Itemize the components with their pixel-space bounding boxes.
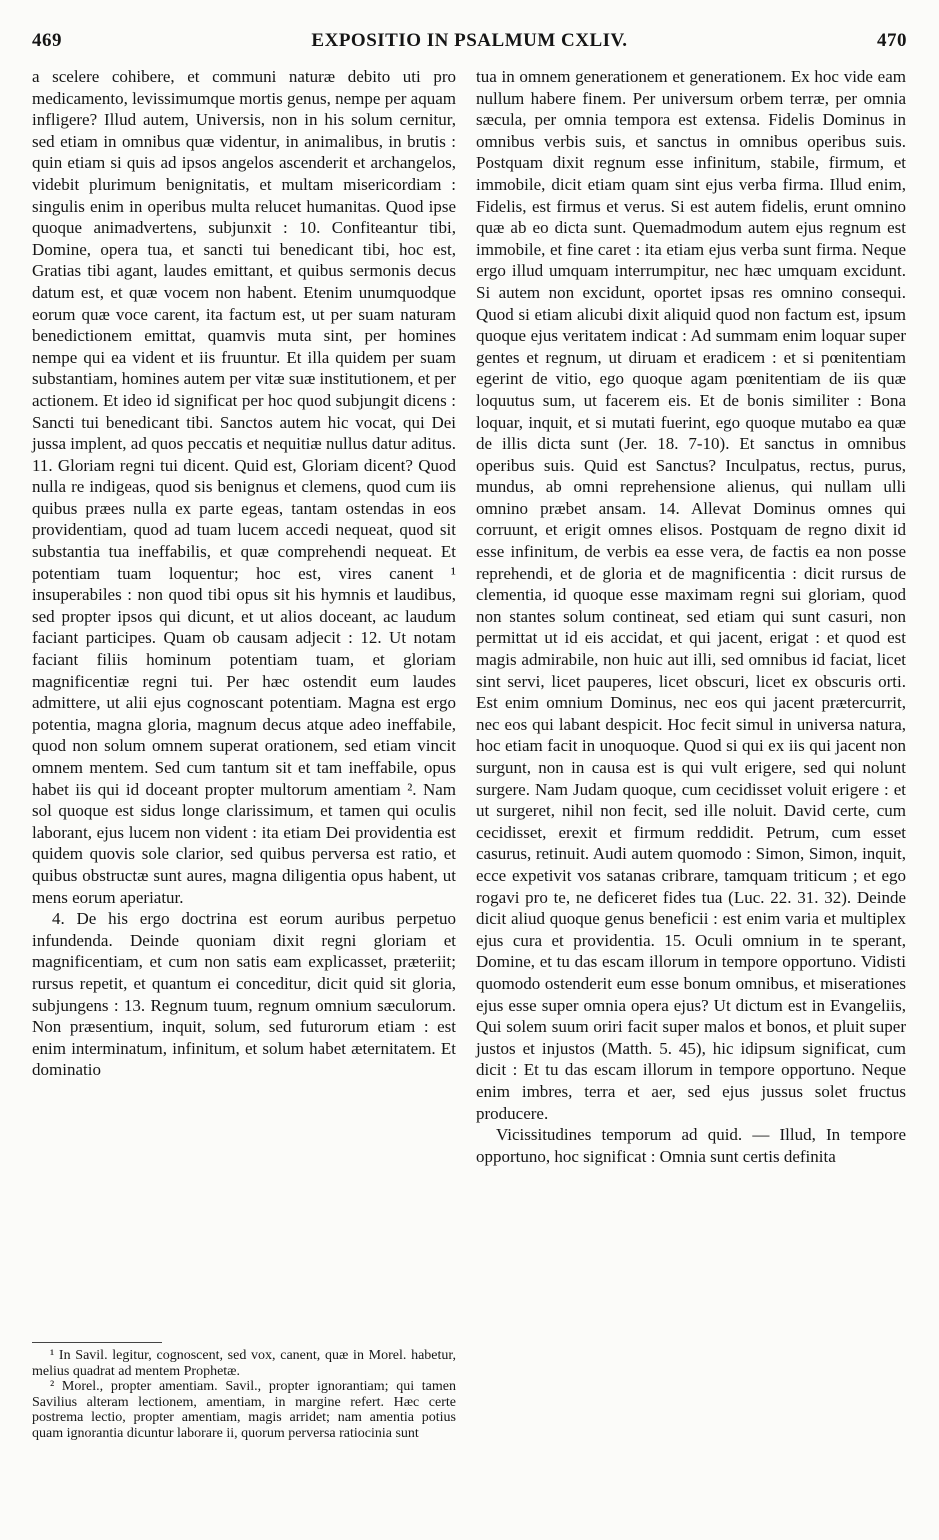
left-column — [32, 66, 456, 1081]
page-number-right: 470 — [877, 30, 907, 51]
page-number-left: 469 — [32, 30, 62, 51]
running-header — [32, 30, 907, 60]
left-paragraph-1: a scelere cohibere, et communi naturæ debito uti pro medicamento, levissimumque mortis genus, nempe per aquam infligere? Illud autem, Universis, non in his solum cernitur, sed etiam in omnibus quæ videntur, in animalibus, in brutis : quin etiam si quis ad ipsos angelos ascenderit et archangelos, videbit plurimum benignitatis, et multam misericordiam : singulis enim in operibus multa relucet humanitas. Quod ipse quoque animadvertens, subjunxit : 10. Confiteantur tibi, Domine, opera tua, et sancti tui benedicant tibi, hoc est, Gratias tibi agant, laudes emittant, et quibus sermonis decus datum est, et quæ vocem non habent. Etenim unumquodque eorum quæ voce carent, ita factum est, ut per suam naturam benedictionem emittat, quamvis muta sint, per homines nempe qui ea vident et iis fruuntur. Et illa quidem per suam substantiam, homines autem per vitæ suæ institutionem, et per actionem. Et ideo id significat per hoc quod subjungit dicens : Sancti tui benedicant tibi. Sanctos autem hic vocat, qui Dei jussa implent, ad quos peccatis et nequitiæ nullus datur aditus. 11. Gloriam regni tui dicent. Quid est, Gloriam dicent? Quod nulla re indigeas, quod sis benignus et clemens, quod cum iis quibus præes nulla ex parte egeas, tantam ostendas in eos providentiam, quod ad tuam lucem accedi nequeat, quod sit substantia tua ineffabilis, et quæ comprehendi nequeat. Et potentiam tuam loquentur; hoc est, vires canent ¹ insuperabiles : non quod tibi opus sit his hymnis et laudibus, sed propter ipsos qui dicunt, et ut alios doceant, ac laudum faciant participes. Quam ob causam adjecit : 12. Ut notam faciant filiis hominum potentiam tuam, et gloriam magnificentiæ regni tui. Per hæc ostendit eum laudes admittere, ut alii ejus cognoscant potentiam. Magna est ergo potentia, magna gloria, magnum decus atque adeo ineffabile, quod non solum omnem superat orationem, sed etiam vincit omnem mentem. Sed cum tantum sit et tam ineffabile, opus habet iis qui id doceant propter multorum amentiam ². Nam sol quoque est sidus longe clarissimum, et tamen qui oculis laborant, ejus lucem non vident : ita etiam Dei providentia est quidem quovis sole clarior, sed quibus perversa est ratio, et quibus obstructæ sunt aures, magna diligentia opus habent, ut mens eorum aperiatur. — [32, 67, 457, 907]
right-column — [476, 66, 906, 1167]
right-paragraph-2: Vicissitudines temporum ad quid. — Illud, In tempore opportuno, hoc significat : Omnia sunt certis definita — [476, 1125, 906, 1166]
footnotes — [32, 1348, 456, 1441]
left-paragraph-2: 4. De his ergo doctrina est eorum auribus perpetuo infundenda. Deinde quoniam dixit regni gloriam et magnificentiam, et cum non satis eam explicasset, præteriit; rursus repetit, et quantum ei conceditur, dicit quid sit gloria, subjungens : 13. Regnum tuum, regnum omnium sæculorum. Non præsentium, inquit, solum, sed futurorum etiam : est enim interminatum, infinitum, et solum habet æternitatem. Et dominatio — [32, 909, 456, 1080]
running-title: EXPOSITIO IN PSALMUM CXLIV. — [311, 30, 628, 51]
right-paragraph-1: tua in omnem generationem et generationem. Ex hoc vide eam nullum habere finem. Per universum orbem terræ, per omnia sæcula, per omnia tempora est extensa. Fidelis Dominus in omnibus verbis suis, et sanctus in omnibus operibus suis. Postquam dixit regnum esse infinitum, stabile, firmum, et immobile, dicit etiam quam sint ejus verba firma. Illud enim, Fidelis, est firmus et verus. Si est autem fidelis, erunt omnino quæ ab eo dicta sunt. Quemadmodum autem ejus regnum est immobile, et fine caret : ita etiam ejus verba sunt firma. Neque ergo illud umquam interrumpitur, nec hæc umquam excidunt. Si autem non excidunt, oportet ipsas res omnino consequi. Quod si etiam alicubi dixit aliquid quod non factum est, ipsum quoque ejus veritatem indicat : Ad summam enim loquar super gentes et regnum, ut diruam et eradicem : et si pœnitentiam egerint de vitio, ego quoque agam pœnitentiam de iis quæ loquutus sum, ut facerem eis. Et de bonis similiter : Bona loquar, inquit, et si mutati fuerint, ego quoque mutabo ea quæ de illis dicta sunt (Jer. 18. 7-10). Et sanctus in omnibus operibus suis. Quid est Sanctus? Inculpatus, rectus, purus, mundus, ab omni reprehensione alienus, qui nullam ulli omnino præbet ansam. 14. Allevat Dominus omnes qui corruunt, et erigit omnes elisos. Postquam de regno dixit id esse infinitum, de verbis ea esse vera, de factis ea non posse reprehendi, et de gloria et de magnificentia : dicit rursus de clementia, id quoque esse maximam regni sui gloriam, quod non stantes solum contineat, sed etiam qui sunt casuri, non permittat ut id eis accidat, et qui jacent, erigat : et quod est magis admirabile, non huic aut illi, sed omnibus id faciat, licet sint servi, licet pauperes, licet obscuri, licet ex obscuris orti. Est enim omnium Dominus, nec eos qui jacent prætercurrit, nec eos qui labant despicit. Hoc fecit simul in universa natura, hoc etiam facit in unoquoque. Quod si qui ex iis qui jacent non surgunt, non in causa est is qui vult erigere, sed qui nolunt surgere. Nam Judam quoque, cum cecidisset voluit erigere : et ut surgeret, nihil non fecit, sed ille noluit. David certe, cum cecidisset, erexit et firmum reddidit. Petrum, cum esset casurus, retinuit. Audi autem quomodo : Simon, Simon, inquit, ecce expetivit vos satanas cribrare, tamquam triticum ; et ego rogavi pro te, ne deficeret fides tua (Luc. 22. 31. 32). Deinde dicit aliud quoque genus beneficii : est enim varia et multiplex ejus cura et providentia. 15. Oculi omnium in te sperant, Domine, et tu das escam illorum in tempore opportuno. Vidisti quomodo ostenderit eum esse bonum omnibus, et miserationes ejus esse super omnia opera ejus? Ut dictum est in Evangeliis, Qui solem suum oriri facit super malos et bonos, et pluit super justos et injustos (Matth. 5. 45), hic idipsum significat, cum dicit : Et tu das escam illorum in tempore opportuno. Neque enim imbres, terra et aer, sed ejus jussus solet fructus producere. — [476, 67, 906, 1123]
footnote-2: ² Morel., propter amentiam. Savil., propter ignorantiam; qui tamen Savilius alteram lectionem, amentiam, in margine refert. Hæc certe postrema lectio, propter amentiam, magis arridet; nam amentia potius quam ignorantia dicuntur laborare ii, quorum perversa ratiocinia sunt — [32, 1379, 456, 1441]
footnote-divider — [32, 1342, 162, 1343]
footnote-1: ¹ In Savil. legitur, cognoscent, sed vox, canent, quæ in Morel. habetur, melius quadrat ad mentem Prophetæ. — [32, 1348, 456, 1379]
